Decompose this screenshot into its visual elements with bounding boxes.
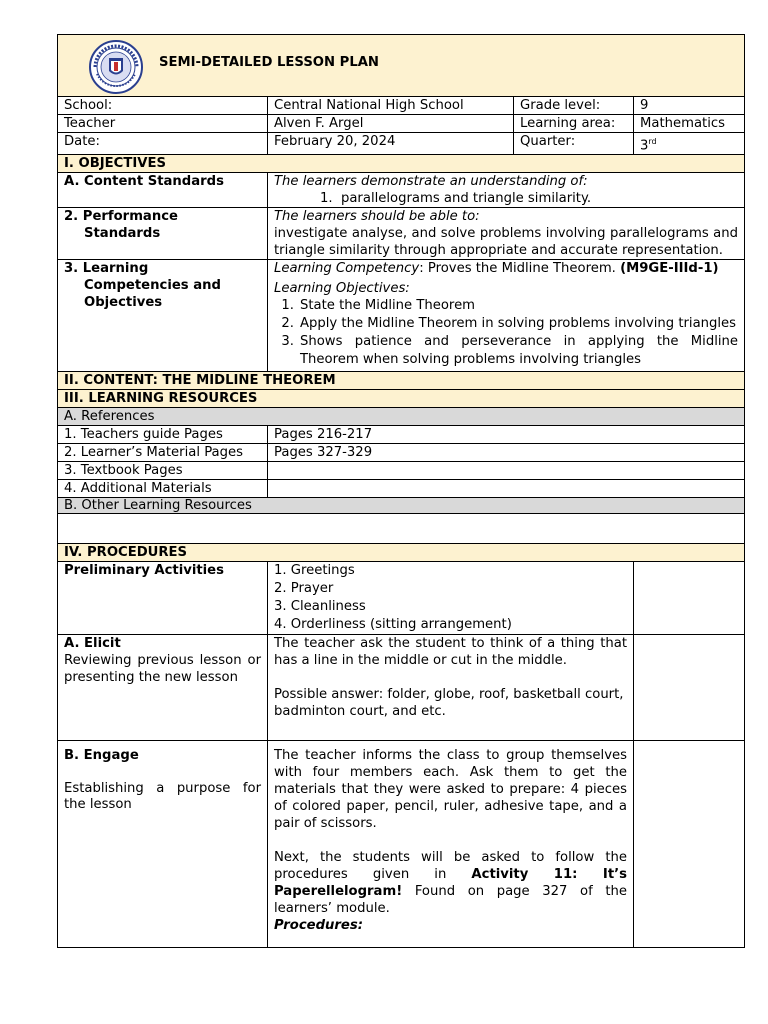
- table-row: 4. Additional Materials: [58, 480, 745, 498]
- engage-description: Establishing a purpose for the lesson: [64, 781, 261, 813]
- competencies-cell: [268, 260, 745, 372]
- list-item: 1. State the Midline Theorem: [281, 298, 476, 314]
- school-value: Central National High School: [268, 97, 514, 115]
- quarter-value: [634, 133, 745, 155]
- lesson-plan-document: [57, 34, 744, 948]
- competencies-label: 3. Learning Competencies and Objectives: [58, 260, 268, 372]
- teacher-label: Teacher: [58, 115, 268, 133]
- content-standards-label: A. Content Standards: [58, 173, 268, 208]
- preliminary-label: Preliminary Activities: [58, 562, 268, 635]
- content-standards-row: [58, 173, 745, 208]
- elicit-notes: [634, 635, 745, 741]
- performance-standards-row: [58, 208, 745, 260]
- teacher-row: [58, 115, 745, 133]
- list-item: 3. Shows patience and perseverance in applying the Midline Theorem when solving problems involving triangles: [281, 334, 738, 368]
- elicit-cell: [268, 635, 634, 741]
- table-row: 3. Textbook Pages: [58, 462, 745, 480]
- document-title: SEMI-DETAILED LESSON PLAN: [159, 55, 379, 70]
- engage-cell: [268, 741, 634, 948]
- list-item: 2. Apply the Midline Theorem in solving problems involving triangles: [281, 316, 737, 332]
- performance-standards-cell: [268, 208, 745, 260]
- engage-label: B. Engage: [64, 748, 139, 764]
- engage-notes: [634, 741, 745, 948]
- preliminary-notes: [634, 562, 745, 635]
- engage-text: The teacher informs the class to group themselves with four members each. Ask them to get the materials that they were asked to prepare: 4 pieces of colored paper, pencil, ruler, adhesive tape, and a pair of scissors.: [274, 748, 627, 832]
- procedures-heading: IV. PROCEDURES: [58, 544, 745, 562]
- teacher-value: Alven F. Argel: [268, 115, 514, 133]
- grade-level-label: Grade level:: [514, 97, 634, 115]
- quarter-label: Quarter:: [514, 133, 634, 155]
- performance-standards-label: 2. Performance Standards: [58, 208, 268, 260]
- content-heading: II. CONTENT: THE MIDLINE THEOREM: [58, 372, 745, 390]
- preliminary-cell: [268, 562, 634, 635]
- performance-standards-intro: The learners should be able to:: [274, 209, 480, 225]
- list-item: 4. Orderliness (sitting arrangement): [274, 617, 512, 633]
- content-standards-cell: [268, 173, 745, 208]
- school-row: [58, 97, 745, 115]
- grade-level-value: 9: [634, 97, 745, 115]
- school-label: School:: [58, 97, 268, 115]
- lesson-plan-table: [57, 34, 745, 948]
- deped-seal-logo: [85, 40, 147, 94]
- content-standards-intro: The learners demonstrate an understanding of:: [274, 174, 588, 190]
- learning-area-value: Mathematics: [634, 115, 745, 133]
- list-item: 3. Cleanliness: [274, 599, 366, 615]
- date-label: Date:: [58, 133, 268, 155]
- list-item: 1. Greetings: [274, 563, 355, 579]
- other-resources-heading: B. Other Learning Resources: [58, 498, 745, 514]
- date-value: February 20, 2024: [268, 133, 514, 155]
- learning-objectives-lead: Learning Objectives:: [274, 281, 410, 297]
- engage-next: Next, the students will be asked to follow the procedures given in Activity 11: It’s Paperellelogram! Found on page 327 of the learners’ module.: [274, 850, 627, 917]
- learning-competency: Learning Competency: Proves the Midline Theorem. (M9GE-IIId-1): [274, 261, 719, 277]
- learning-area-label: Learning area:: [514, 115, 634, 133]
- table-row: 2. Learner’s Material Pages Pages 327-329: [58, 444, 745, 462]
- elicit-description: Reviewing previous lesson or presenting the new lesson: [64, 653, 261, 686]
- quarter-number: 3: [640, 138, 649, 154]
- preliminary-row: [58, 562, 745, 635]
- quarter-suffix: rd: [648, 137, 657, 146]
- elicit-label-cell: [58, 635, 268, 741]
- references-heading: A. References: [58, 408, 745, 426]
- content-standards-item: 1. parallelograms and triangle similarity.: [320, 191, 592, 207]
- objectives-heading: I. OBJECTIVES: [58, 155, 745, 173]
- competencies-row: [58, 260, 745, 372]
- engage-label-cell: [58, 741, 268, 948]
- performance-standards-text: investigate analyse, and solve problems involving parallelograms and triangle similarity through appropriate and accurate representation.: [274, 226, 738, 259]
- elicit-answer: Possible answer: folder, globe, roof, basketball court, badminton court, and etc.: [274, 687, 624, 720]
- date-row: [58, 133, 745, 155]
- engage-row: [58, 741, 745, 948]
- other-resources-blank: [58, 514, 745, 544]
- learning-resources-heading: III. LEARNING RESOURCES: [58, 390, 745, 408]
- table-row: 1. Teachers guide Pages Pages 216-217: [58, 426, 745, 444]
- elicit-label: A. Elicit: [64, 636, 121, 652]
- learning-objectives-list: [274, 297, 738, 369]
- list-item: 2. Prayer: [274, 581, 334, 597]
- elicit-text: The teacher ask the student to think of a thing that has a line in the middle or cut in the middle.: [274, 636, 627, 669]
- engage-procedures-label: Procedures:: [274, 918, 363, 934]
- document-header: [58, 35, 745, 97]
- elicit-row: [58, 635, 745, 741]
